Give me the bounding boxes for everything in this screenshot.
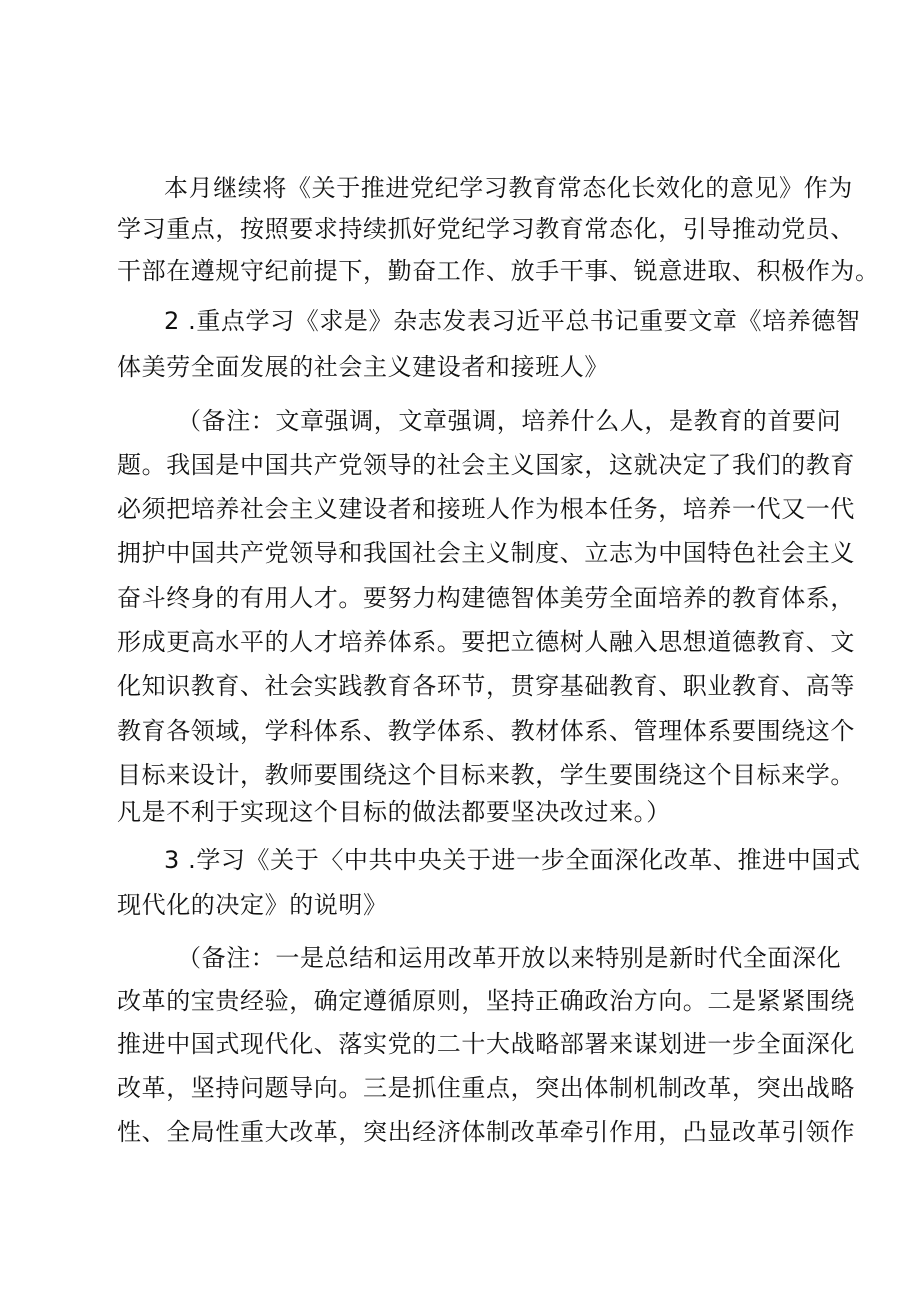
note-2-line-5: 性、全局性重大改革，突出经济体制改革牵引作用，凸显改革引领作 <box>117 1118 855 1146</box>
note-1-line-1: （备注：文章强调，文章强调，培养什么人，是教育的首要问 <box>177 407 842 435</box>
note-2-line-3: 推进中国式现代化、落实党的二十大战略部署来谋划进一步全面深化 <box>117 1030 855 1058</box>
note-1-line-3: 必须把培养社会主义建设者和接班人作为根本任务，培养一代又一代 <box>117 495 855 523</box>
item-3-line-1: 3 .学习《关于〈中共中央关于进一步全面深化改革、推进中国式 <box>164 846 861 874</box>
item-2-line-1: 2 .重点学习《求是》杂志发表习近平总书记重要文章《培养德智 <box>164 307 861 335</box>
note-1-line-8: 教育各领域，学科体系、教学体系、教材体系、管理体系要围绕这个 <box>117 717 855 745</box>
note-1-line-5: 奋斗终身的有用人才。要努力构建德智体美劳全面培养的教育体系， <box>117 584 855 612</box>
item-3-line-2: 现代化的决定》的说明》 <box>117 891 388 919</box>
note-2-line-2: 改革的宝贵经验，确定遵循原则，坚持正确政治方向。二是紧紧围绕 <box>117 987 855 1015</box>
note-1-line-2: 题。我国是中国共产党领导的社会主义国家，这就决定了我们的教育 <box>117 451 855 479</box>
paragraph-1-line-1: 本月继续将《关于推进党纪学习教育常态化长效化的意见》作为 <box>164 174 853 202</box>
paragraph-1-line-2: 学习重点，按照要求持续抓好党纪学习教育常态化，引导推动党员、 <box>117 215 855 243</box>
paragraph-1-line-3: 干部在遵规守纪前提下，勤奋工作、放手干事、锐意进取、积极作为。 <box>117 257 880 285</box>
note-1-line-9: 目标来设计，教师要围绕这个目标来教，学生要围绕这个目标来学。 <box>117 761 855 789</box>
note-2-line-1: （备注：一是总结和运用改革开放以来特别是新时代全面深化 <box>177 944 842 972</box>
note-1-line-4: 拥护中国共产党领导和我国社会主义制度、立志为中国特色社会主义 <box>117 539 855 567</box>
item-2-line-2: 体美劳全面发展的社会主义建设者和接班人》 <box>117 353 609 381</box>
note-1-line-7: 化知识教育、社会实践教育各环节，贯穿基础教育、职业教育、高等 <box>117 672 855 700</box>
note-1-line-10: 凡是不利于实现这个目标的做法都要坚决改过来。） <box>117 798 671 826</box>
note-2-line-4: 改革，坚持问题导向。三是抓住重点，突出体制机制改革，突出战略 <box>117 1074 855 1102</box>
note-1-line-6: 形成更高水平的人才培养体系。要把立德树人融入思想道德教育、文 <box>117 628 855 656</box>
